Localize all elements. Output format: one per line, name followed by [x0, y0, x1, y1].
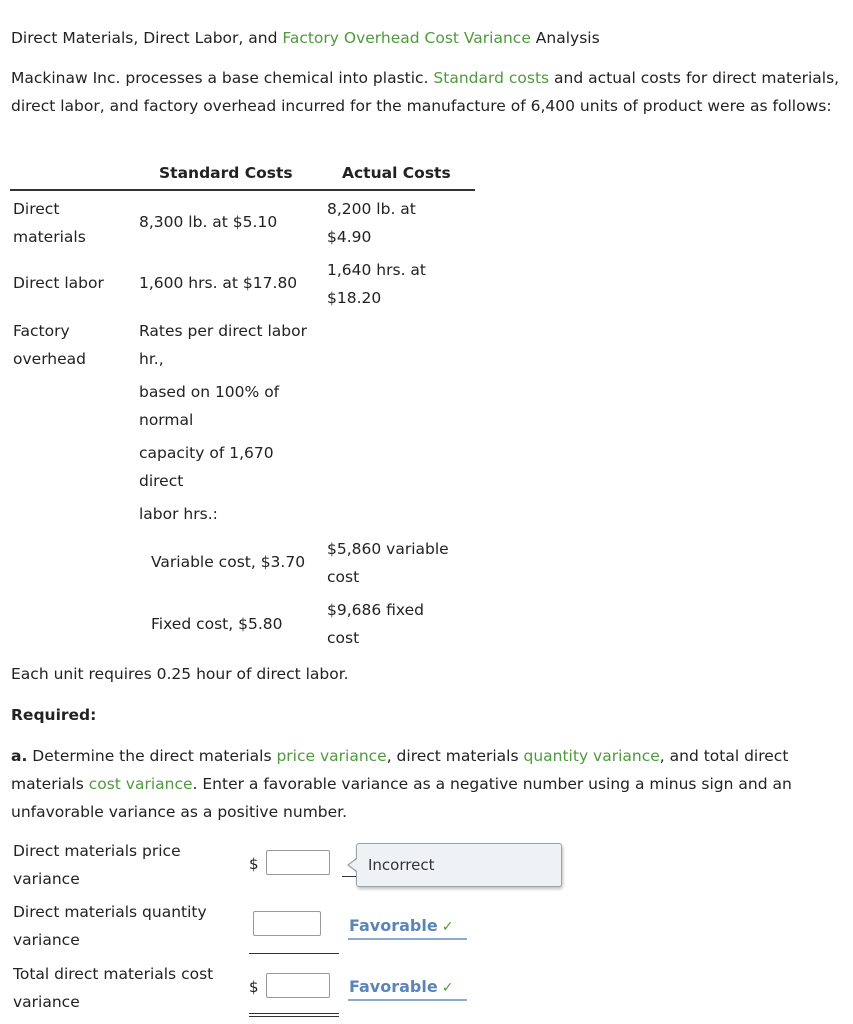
feedback-pointer-inner: [349, 859, 357, 871]
price-variance-link[interactable]: price variance: [276, 747, 387, 765]
table-header-rule: [10, 189, 475, 191]
labor-per-unit-note: Each unit requires 0.25 hour of direct labor.: [11, 665, 349, 683]
total-cost-variance-label: [13, 960, 243, 1016]
dm-standard-cost: 8,300 lb. at $5.10: [139, 213, 278, 231]
check-icon: ✓: [441, 980, 454, 996]
row-label-direct-materials: [13, 195, 86, 251]
cell-line: hr.,: [139, 350, 164, 368]
row-label-line: Direct: [13, 200, 60, 218]
cell-line: 1,640 hrs. at: [327, 261, 427, 279]
total-cost-variance-input[interactable]: [266, 973, 330, 998]
row-label-line: overhead: [13, 350, 86, 368]
dl-actual-cost: [327, 256, 426, 312]
quantity-variance-input[interactable]: [253, 911, 321, 936]
row-label-factory-overhead: [13, 317, 86, 373]
intro-text-2: and actual costs for direct materials, direct labor, and factory overhead incurred for the manufacture of 6,400 units of product were as follows:: [11, 69, 840, 115]
question-text: Determine the direct materials: [27, 747, 277, 765]
cell-line: labor hrs.:: [139, 505, 218, 523]
variable-cost-standard: Variable cost, $3.70: [151, 553, 306, 571]
row-label-direct-labor: Direct labor: [13, 274, 104, 292]
question-a: [11, 742, 849, 826]
dm-actual-cost: [327, 195, 416, 251]
row-label-line: materials: [13, 228, 86, 246]
label-line: variance: [13, 931, 80, 949]
required-heading: Required:: [11, 706, 97, 724]
label-line: variance: [13, 870, 80, 888]
cell-line: normal: [139, 411, 194, 429]
question-letter: a.: [11, 747, 28, 765]
title-text-2: Analysis: [530, 29, 600, 47]
cell-line: direct: [139, 472, 184, 490]
cell-line: $9,686 fixed: [327, 601, 424, 619]
cell-line: $18.20: [327, 289, 382, 307]
label-line: variance: [13, 993, 80, 1011]
cell-line: $4.90: [327, 228, 372, 246]
currency-symbol: $: [249, 855, 259, 873]
header-standard-costs: Standard Costs: [159, 164, 293, 182]
cell-line: based on 100% of: [139, 383, 280, 401]
total-double-rule: [249, 1013, 339, 1017]
fixed-cost-actual: [327, 596, 424, 652]
fixed-cost-standard: Fixed cost, $5.80: [151, 615, 283, 633]
price-variance-label: [13, 837, 243, 893]
row-label-line: Factory: [13, 322, 70, 340]
intro-text-1: Mackinaw Inc. processes a base chemical into plastic.: [11, 69, 434, 87]
selected-value: Favorable: [349, 977, 438, 996]
header-actual-costs: Actual Costs: [342, 164, 451, 182]
question-text: , direct materials: [386, 747, 524, 765]
standard-costs-link[interactable]: Standard costs: [433, 69, 550, 87]
cell-line: 8,200 lb. at: [327, 200, 416, 218]
cost-variance-link[interactable]: cost variance: [88, 775, 193, 793]
incorrect-feedback-popup: Incorrect: [356, 843, 562, 887]
dl-standard-cost: 1,600 hrs. at $17.80: [139, 274, 298, 292]
cell-line: $5,860 variable: [327, 540, 449, 558]
foh-standard-description: [139, 317, 307, 528]
question-text: . Enter a favorable variance as a negative number using a minus sign and an unfavorable variance as a positive number.: [11, 775, 792, 821]
label-line: Direct materials price: [13, 842, 181, 860]
cell-line: cost: [327, 568, 360, 586]
quantity-variance-select[interactable]: [348, 915, 467, 940]
title-text-1: Direct Materials, Direct Labor, and: [11, 29, 283, 47]
selected-value: Favorable: [349, 916, 438, 935]
cell-line: Rates per direct labor: [139, 322, 307, 340]
cell-line: capacity of 1,670: [139, 444, 274, 462]
factory-overhead-link[interactable]: Factory Overhead Cost Variance: [282, 29, 531, 47]
label-line: Total direct materials cost: [13, 965, 214, 983]
variable-cost-actual: [327, 535, 449, 591]
question-text: , and total direct materials: [11, 747, 789, 793]
problem-title: [11, 24, 600, 52]
currency-symbol: $: [249, 978, 259, 996]
cell-line: cost: [327, 629, 360, 647]
subtotal-rule: [249, 953, 339, 954]
price-variance-input[interactable]: [266, 850, 330, 875]
quantity-variance-label: [13, 898, 243, 954]
quantity-variance-link[interactable]: quantity variance: [523, 747, 660, 765]
check-icon: ✓: [441, 919, 454, 935]
total-cost-variance-select[interactable]: [348, 976, 467, 1001]
label-line: Direct materials quantity: [13, 903, 207, 921]
problem-intro: [11, 64, 841, 120]
